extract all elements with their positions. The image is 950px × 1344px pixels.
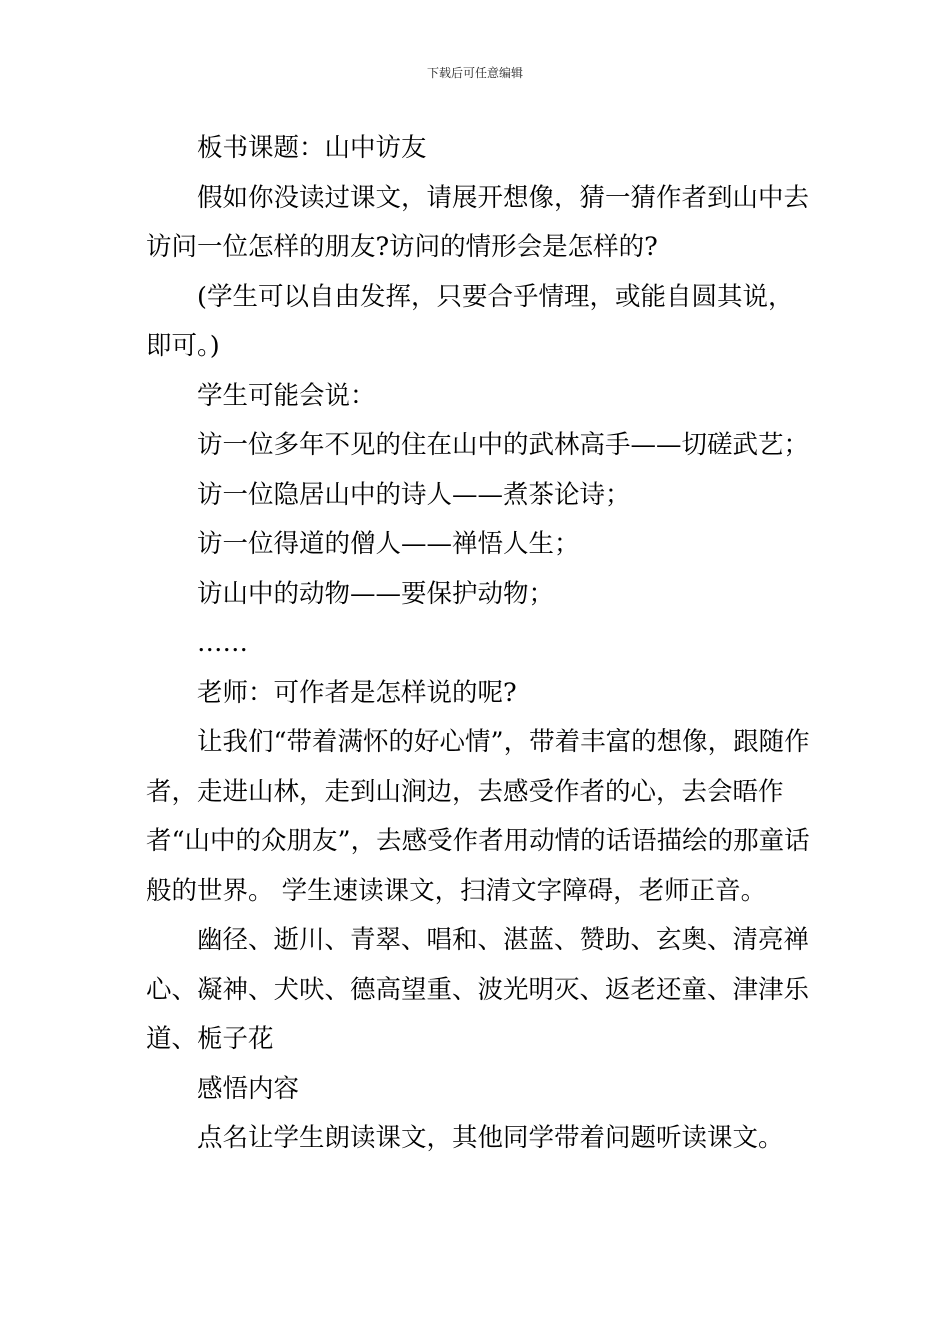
paragraph-imagine-prompt: 假如你没读过课文，请展开想像，猜一猜作者到山中去访问一位怎样的朋友?访问的情形会是怎样的? bbox=[146, 182, 810, 262]
paragraph-teacher-question: 老师：可作者是怎样说的呢? bbox=[197, 677, 517, 708]
paragraph-students-may-say: 学生可能会说： bbox=[197, 380, 376, 411]
paragraph-answer-monk: 访一位得道的僧人——禅悟人生； bbox=[197, 529, 580, 559]
paragraph-ellipsis: …… bbox=[197, 628, 248, 658]
page-header-note: 下载后可任意编辑 bbox=[426, 66, 523, 80]
paragraph-section-heading: 感悟内容 bbox=[197, 1073, 300, 1104]
document-body bbox=[146, 124, 810, 1164]
paragraph-free-answer-note: (学生可以自由发挥，只要合乎情理，或能自圆其说，即可。) bbox=[146, 281, 794, 361]
paragraph-follow-author: 让我们“带着满怀的好心情”，带着丰富的想像，跟随作者，走进山林，走到山涧边，去感受作者的心，去会晤作者“山中的众朋友”，去感受作者用动情的话语描绘的那童话般的世界。 学生速读课文，扫清文字障碍，老师正音。 bbox=[146, 727, 810, 906]
paragraph-lesson-title: 板书课题：山中访友 bbox=[197, 133, 427, 163]
paragraph-vocabulary-list: 幽径、逝川、青翠、唱和、湛蓝、赞助、玄奥、清亮禅心、凝神、犬吠、德高望重、波光明灭、返老还童、津津乐道、栀子花 bbox=[146, 925, 810, 1054]
paragraph-answer-poet: 访一位隐居山中的诗人——煮茶论诗； bbox=[197, 479, 631, 510]
paragraph-answer-animals: 访山中的动物——要保护动物； bbox=[197, 578, 555, 609]
paragraph-read-aloud: 点名让学生朗读课文，其他同学带着问题听读课文。 bbox=[197, 1123, 784, 1153]
paragraph-answer-martial-artist: 访一位多年不见的住在山中的武林高手——切磋武艺； bbox=[197, 430, 810, 460]
